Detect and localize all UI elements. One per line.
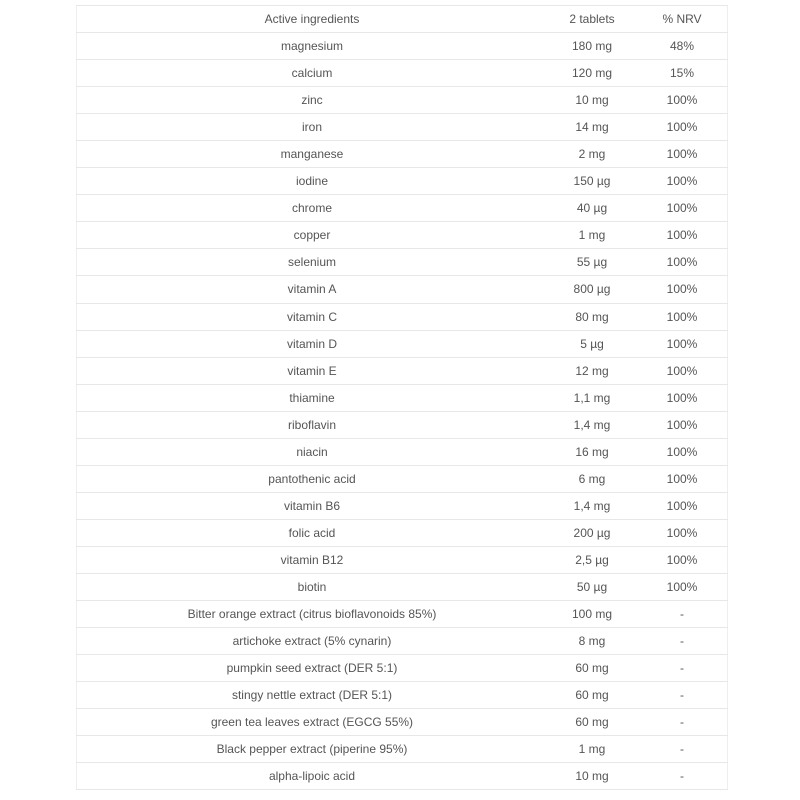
ingredient-nrv: - — [637, 628, 728, 655]
ingredient-nrv: 100% — [637, 384, 728, 411]
ingredient-amount: 180 mg — [547, 33, 637, 60]
ingredient-name: vitamin A — [77, 276, 548, 303]
ingredient-name: pantothenic acid — [77, 465, 548, 492]
ingredient-amount: 14 mg — [547, 114, 637, 141]
ingredient-nrv: 100% — [637, 519, 728, 546]
header-nrv: % NRV — [637, 6, 728, 33]
ingredient-name: riboflavin — [77, 411, 548, 438]
nutrition-table-container — [76, 5, 726, 790]
ingredient-amount: 80 mg — [547, 303, 637, 330]
table-row — [77, 330, 728, 357]
ingredient-amount: 40 µg — [547, 195, 637, 222]
ingredient-name: niacin — [77, 438, 548, 465]
ingredient-amount: 120 mg — [547, 60, 637, 87]
ingredient-amount: 50 µg — [547, 573, 637, 600]
ingredient-nrv: 100% — [637, 222, 728, 249]
ingredient-nrv: - — [637, 655, 728, 682]
ingredient-name: vitamin D — [77, 330, 548, 357]
table-header-row — [77, 6, 728, 33]
table-row — [77, 141, 728, 168]
ingredient-amount: 2,5 µg — [547, 546, 637, 573]
header-active-ingredients: Active ingredients — [77, 6, 548, 33]
table-row — [77, 384, 728, 411]
ingredient-name: biotin — [77, 573, 548, 600]
ingredient-nrv: 100% — [637, 492, 728, 519]
ingredient-amount: 5 µg — [547, 330, 637, 357]
table-row — [77, 357, 728, 384]
table-row — [77, 465, 728, 492]
ingredient-amount: 100 mg — [547, 601, 637, 628]
ingredient-nrv: - — [637, 682, 728, 709]
header-dose: 2 tablets — [547, 6, 637, 33]
table-row — [77, 411, 728, 438]
ingredient-nrv: 100% — [637, 573, 728, 600]
ingredient-amount: 1,4 mg — [547, 411, 637, 438]
ingredient-amount: 16 mg — [547, 438, 637, 465]
table-row — [77, 682, 728, 709]
table-row — [77, 195, 728, 222]
ingredient-name: vitamin B12 — [77, 546, 548, 573]
table-row — [77, 763, 728, 790]
ingredient-name: manganese — [77, 141, 548, 168]
ingredient-nrv: 100% — [637, 249, 728, 276]
ingredient-name: vitamin B6 — [77, 492, 548, 519]
ingredient-nrv: 100% — [637, 195, 728, 222]
ingredient-amount: 10 mg — [547, 763, 637, 790]
ingredient-amount: 800 µg — [547, 276, 637, 303]
ingredient-name: selenium — [77, 249, 548, 276]
ingredient-nrv: 100% — [637, 411, 728, 438]
ingredient-amount: 10 mg — [547, 87, 637, 114]
ingredient-nrv: - — [637, 763, 728, 790]
ingredient-nrv: 100% — [637, 87, 728, 114]
nutrition-table — [76, 5, 728, 790]
ingredient-nrv: - — [637, 601, 728, 628]
ingredient-nrv: - — [637, 709, 728, 736]
ingredient-name: iodine — [77, 168, 548, 195]
ingredient-amount: 60 mg — [547, 655, 637, 682]
table-row — [77, 492, 728, 519]
ingredient-name: copper — [77, 222, 548, 249]
table-row — [77, 168, 728, 195]
ingredient-amount: 8 mg — [547, 628, 637, 655]
table-row — [77, 709, 728, 736]
ingredient-nrv: 48% — [637, 33, 728, 60]
table-row — [77, 736, 728, 763]
table-row — [77, 303, 728, 330]
ingredient-name: green tea leaves extract (EGCG 55%) — [77, 709, 548, 736]
ingredient-name: chrome — [77, 195, 548, 222]
ingredient-nrv: 100% — [637, 330, 728, 357]
ingredient-name: Bitter orange extract (citrus bioflavonoids 85%) — [77, 601, 548, 628]
ingredient-nrv: 100% — [637, 546, 728, 573]
ingredient-nrv: 100% — [637, 168, 728, 195]
ingredient-name: vitamin E — [77, 357, 548, 384]
ingredient-name: Black pepper extract (piperine 95%) — [77, 736, 548, 763]
table-row — [77, 519, 728, 546]
ingredient-name: magnesium — [77, 33, 548, 60]
ingredient-nrv: 100% — [637, 465, 728, 492]
table-row — [77, 114, 728, 141]
ingredient-name: folic acid — [77, 519, 548, 546]
ingredient-amount: 60 mg — [547, 682, 637, 709]
ingredient-name: stingy nettle extract (DER 5:1) — [77, 682, 548, 709]
table-row — [77, 87, 728, 114]
ingredient-amount: 150 µg — [547, 168, 637, 195]
ingredient-name: artichoke extract (5% cynarin) — [77, 628, 548, 655]
ingredient-nrv: - — [637, 736, 728, 763]
ingredient-amount: 12 mg — [547, 357, 637, 384]
ingredient-name: iron — [77, 114, 548, 141]
table-row — [77, 655, 728, 682]
table-row — [77, 438, 728, 465]
ingredient-amount: 200 µg — [547, 519, 637, 546]
table-body — [77, 33, 728, 790]
table-row — [77, 628, 728, 655]
ingredient-nrv: 100% — [637, 357, 728, 384]
ingredient-nrv: 100% — [637, 114, 728, 141]
ingredient-name: zinc — [77, 87, 548, 114]
ingredient-nrv: 15% — [637, 60, 728, 87]
ingredient-name: vitamin C — [77, 303, 548, 330]
table-row — [77, 249, 728, 276]
ingredient-amount: 55 µg — [547, 249, 637, 276]
ingredient-nrv: 100% — [637, 141, 728, 168]
table-row — [77, 546, 728, 573]
ingredient-amount: 1,1 mg — [547, 384, 637, 411]
ingredient-amount: 1,4 mg — [547, 492, 637, 519]
ingredient-name: pumpkin seed extract (DER 5:1) — [77, 655, 548, 682]
ingredient-nrv: 100% — [637, 438, 728, 465]
table-row — [77, 60, 728, 87]
table-row — [77, 33, 728, 60]
ingredient-name: calcium — [77, 60, 548, 87]
table-row — [77, 573, 728, 600]
ingredient-nrv: 100% — [637, 276, 728, 303]
ingredient-name: alpha-lipoic acid — [77, 763, 548, 790]
table-row — [77, 601, 728, 628]
ingredient-amount: 1 mg — [547, 736, 637, 763]
table-row — [77, 276, 728, 303]
ingredient-amount: 60 mg — [547, 709, 637, 736]
ingredient-name: thiamine — [77, 384, 548, 411]
ingredient-nrv: 100% — [637, 303, 728, 330]
table-row — [77, 222, 728, 249]
ingredient-amount: 2 mg — [547, 141, 637, 168]
ingredient-amount: 6 mg — [547, 465, 637, 492]
ingredient-amount: 1 mg — [547, 222, 637, 249]
